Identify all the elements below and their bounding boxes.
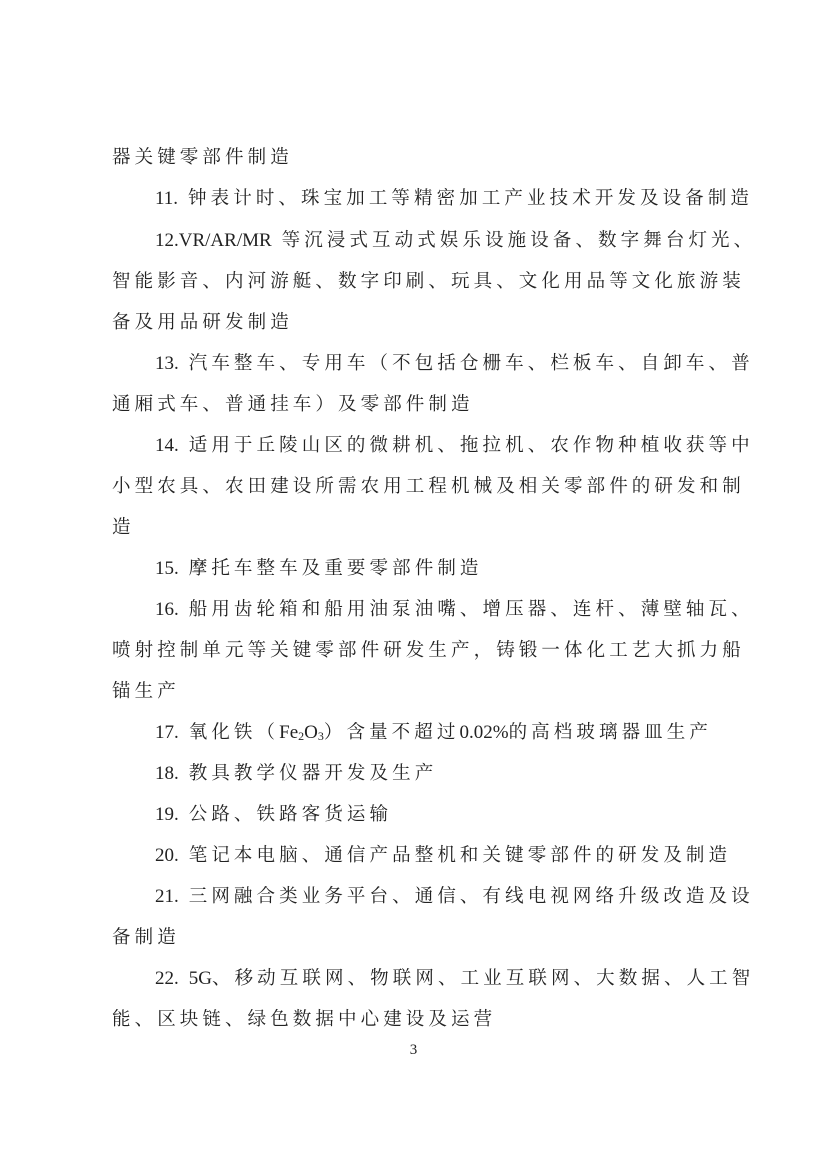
item-text: 、移动互联网、物联网、工业互联网、大数据、人工智 bbox=[211, 968, 755, 989]
item-number: 14. bbox=[155, 435, 179, 456]
item-number: 13. bbox=[155, 353, 179, 374]
line-text: 备及用品研发制造 bbox=[112, 312, 293, 333]
list-item-11 bbox=[155, 187, 753, 211]
list-item-22 bbox=[155, 967, 754, 991]
formula-subscript: 3 bbox=[317, 729, 324, 743]
line-text: 通厢式车、普通挂车）及零部件制造 bbox=[112, 394, 474, 415]
item-text: 的高档玻璃器皿生产 bbox=[508, 722, 712, 743]
item-text: 笔记本电脑、通信产品整机和关键零部件的研发及制造 bbox=[188, 845, 732, 866]
item-number: 19. bbox=[155, 804, 179, 825]
list-item-15 bbox=[155, 557, 483, 581]
list-item-21 bbox=[155, 885, 754, 909]
list-item-13 bbox=[155, 352, 754, 376]
text-line bbox=[112, 393, 474, 417]
text-line bbox=[112, 270, 745, 294]
item-text: 钟表计时、珠宝加工等精密加工产业技术开发及设备制造 bbox=[188, 188, 754, 209]
item-text: 船用齿轮箱和船用油泵油嘴、增压器、连杆、薄壁轴瓦、 bbox=[188, 599, 754, 620]
list-item-14 bbox=[155, 434, 754, 458]
item-number: 15. bbox=[155, 558, 179, 579]
line-text: 器关键零部件制造 bbox=[112, 147, 293, 168]
item-latin-text: 5G bbox=[188, 968, 212, 989]
item-number: 22. bbox=[155, 968, 179, 989]
percentage-value: 0.02% bbox=[459, 722, 509, 743]
item-text: 三网融合类业务平台、通信、有线电视网络升级改造及设 bbox=[188, 886, 754, 907]
line-text: 备制造 bbox=[112, 927, 180, 948]
list-item-19 bbox=[155, 803, 392, 827]
list-item-16 bbox=[155, 598, 754, 622]
item-text: 等沉浸式互动式娱乐设施设备、数字舞台灯光、 bbox=[281, 230, 757, 251]
formula-subscript: 2 bbox=[298, 729, 305, 743]
chemical-formula-o: O bbox=[304, 722, 318, 743]
page-number: 3 bbox=[409, 1042, 418, 1058]
list-item-17 bbox=[155, 721, 712, 745]
item-text: 摩托车整车及重要零部件制造 bbox=[188, 558, 483, 579]
item-number: 21. bbox=[155, 886, 179, 907]
line-text: 小型农具、农田建设所需农用工程机械及相关零部件的研发和制 bbox=[112, 476, 745, 497]
text-line bbox=[112, 1008, 496, 1032]
item-number: 17. bbox=[155, 722, 179, 743]
item-text: 公路、铁路客货运输 bbox=[188, 804, 393, 825]
text-line bbox=[112, 516, 135, 540]
list-item-12 bbox=[155, 229, 756, 253]
list-item-18 bbox=[155, 762, 437, 786]
item-latin-text: VR/AR/MR bbox=[178, 230, 272, 251]
item-text: 氧化铁（ bbox=[188, 722, 280, 743]
text-line bbox=[112, 311, 293, 335]
line-text: 智能影音、内河游艇、数字印刷、玩具、文化用品等文化旅游装 bbox=[112, 271, 745, 292]
item-text: 汽车整车、专用车（不包括仓栅车、栏板车、自卸车、普 bbox=[188, 353, 754, 374]
item-text: 教具教学仪器开发及生产 bbox=[188, 763, 438, 784]
item-number: 20. bbox=[155, 845, 179, 866]
line-text: 能、区块链、绿色数据中心建设及运营 bbox=[112, 1009, 497, 1030]
line-text: 喷射控制单元等关键零部件研发生产，铸锻一体化工艺大抓力船 bbox=[112, 640, 745, 661]
line-text: 造 bbox=[112, 517, 135, 538]
text-line bbox=[112, 926, 180, 950]
item-number: 18. bbox=[155, 763, 179, 784]
text-line bbox=[112, 680, 180, 704]
chemical-formula-fe: Fe bbox=[279, 722, 299, 743]
text-line bbox=[112, 146, 293, 170]
item-number: 12. bbox=[155, 230, 179, 251]
text-line bbox=[112, 639, 745, 663]
item-number: 16. bbox=[155, 599, 179, 620]
text-line bbox=[112, 475, 745, 499]
item-text: 适用于丘陵山区的微耕机、拖拉机、农作物种植收获等中 bbox=[188, 435, 754, 456]
item-number: 11. bbox=[155, 188, 179, 209]
line-text: 锚生产 bbox=[112, 681, 180, 702]
list-item-20 bbox=[155, 844, 731, 868]
item-text: ）含量不超过 bbox=[323, 722, 460, 743]
